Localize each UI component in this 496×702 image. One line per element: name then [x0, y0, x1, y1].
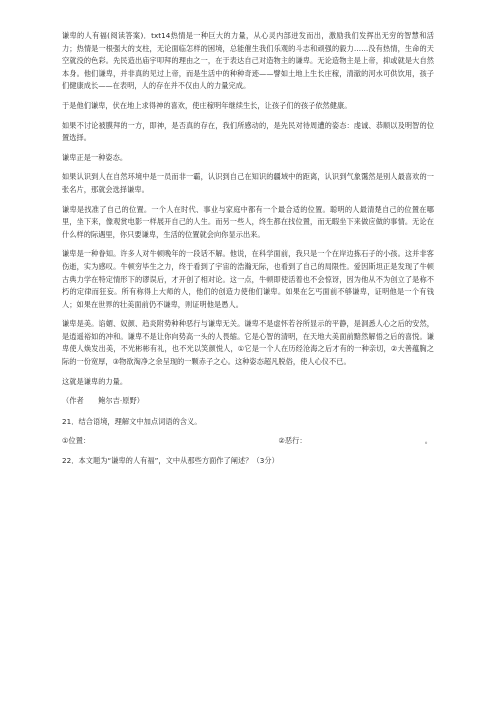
fill-blank-end: 。: [424, 436, 432, 446]
author-line: （作者 鲍尔吉·原野）: [62, 396, 144, 406]
paragraph-4: 谦卑正是一种姿态。: [62, 152, 128, 162]
paragraph-9: 这就是谦卑的力量。: [62, 376, 128, 386]
document-body: [62, 30, 434, 475]
question-21: 21．结合语境，理解文中加点词语的含义。: [62, 416, 202, 426]
paragraph-5: 如果认识到人在自然环境中是一员而非一霸，认识到自己在知识的疆域中的距离，认识到气象霭然是别人最喜欢的一张名片，那就会选择谦卑。: [62, 172, 434, 194]
paragraph-6: 谦卑是找准了自己的位置。一个人在时代、事业与家庭中都有一个最合适的位置。聪明的人最清楚自己的位置在哪里，坐下来，像观赏电影一样展开自己的人生。而另一些人，终生都在找位置，而无暇坐下来做应做的事情。无论在什么样的际遇里，你只要谦卑，生活的位置就会向你显示出来。: [62, 204, 434, 239]
fill-blank-position: ①位置：: [62, 436, 91, 446]
paragraph-1: 谦卑的人有福(阅读答案)．txt14热情是一种巨大的力量，从心灵内部迸发而出，激励我们发挥出无穷的智慧和活力；热情是一根强大的支柱，无论面临怎样的困境，总能催生我们乐观的斗志和顽强的毅力……没有热情，生命的天空就没的色彩。先民造出庙宇叩拜的理由之一，在于表达自己对造物主的谦卑。无论造物主是上帝，抑或就是大自然本身。他们谦卑，并非真的见过上帝，而是生活中的种种奇迹——譬如土地上生长庄稼，清澈的河水可供饮用，孩子们健康成长——在表明，人的存在并不仅由人的力量完成。: [62, 31, 434, 91]
paragraph-2: 于是他们谦卑，伏在地上求得神的喜欢，使庄稼明年继续生长，让孩子们的孩子依然健康。: [62, 100, 352, 110]
question-22: 22．本文题为“谦卑的人有福”，文中从那些方面作了阐述？（3分）: [62, 456, 279, 466]
paragraph-3: 如果不讨论被膜拜的一方，即神，是否真的存在，我们所感动的，是先民对待周遭的姿态：虔诚、恭顺以及明智的位置选择。: [62, 120, 434, 143]
fill-blank-evil: ②恶行：: [278, 436, 307, 446]
paragraph-8: 谦卑是美。谄媚、奴颜、趋炎附势种种恶行与谦卑无关。谦卑不是虚怀若谷所显示的平静，是洞悉人心之后的安然，是逍遥裕如的冲和。谦卑不是让你向势高一头的人畏缩。它是心智的清明，在天地大美面前黯然解悟之后的喜悦。谦卑使人焕发出美，不光彬彬有礼，也不光以笑颜悦人，①它是一个人在历经沧海之后才有的一种亲切，②大善蕴胸之际的一份宽厚，③物欲淘净之余呈现的一颗赤子之心。这种姿态超凡脱俗，使人心仪不已。: [62, 319, 434, 367]
paragraph-7: 谦卑是一种眷知。许多人对牛顿晚年的一段话不解。他说，在科学面前，我只是一个在岸边拣石子的小孩。这并非客伤逝，实为感叹。牛顿穷毕生之力，终于看到了宇宙的浩瀚无际，也看到了自己的局限性。爱因斯坦正是发现了牛顿古典力学在特定情形下的谬误后，才开创了相对论。这一点，牛顿即使活着也不会惊讶，因为他从不为创立了是称不朽的定律而狂妄。所有称得上大师的人，他们的创造力使他们谦卑。如果在乞丐面前不够谦卑，证明他是一个有钱人；如果在世界的壮美面前仍不谦卑，则证明他是愚人。: [62, 249, 434, 309]
fill-in-row: [62, 435, 434, 448]
